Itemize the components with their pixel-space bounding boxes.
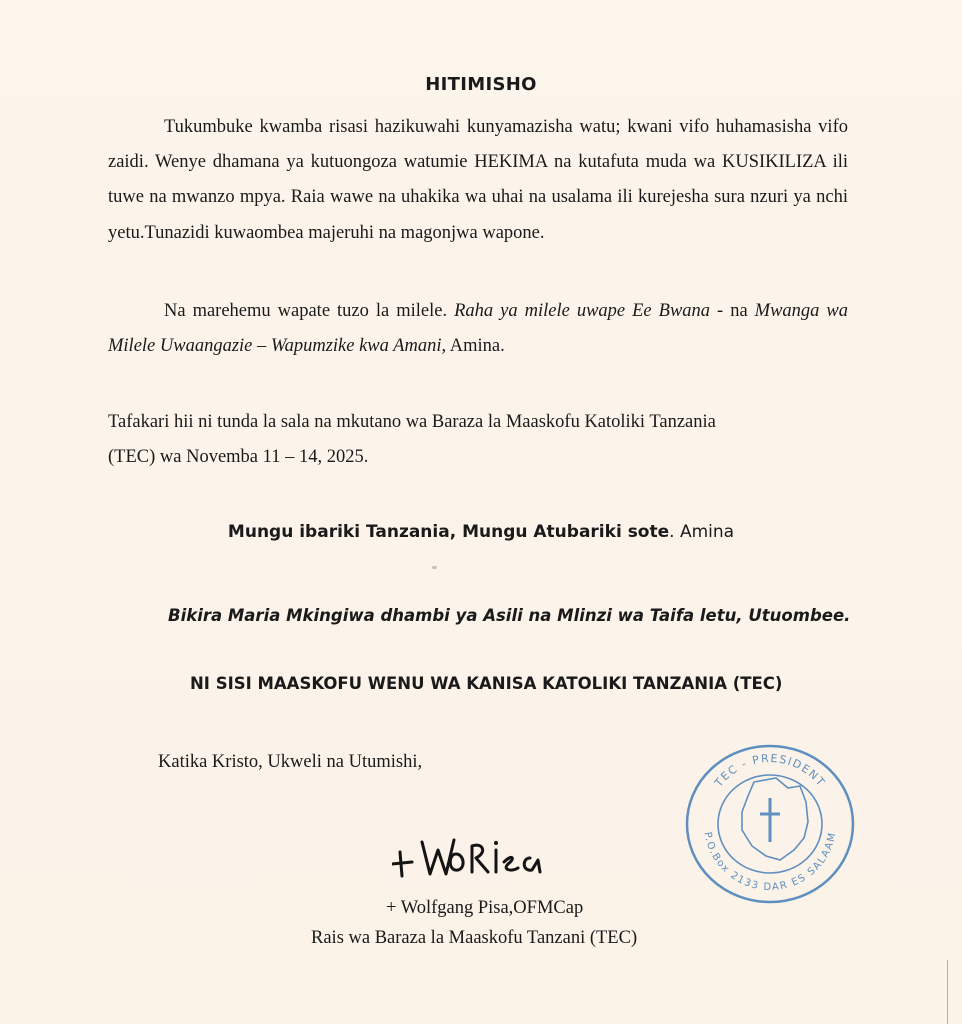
document-heading: HITIMISHO — [425, 74, 537, 95]
blessing-bold: Mungu ibariki Tanzania, Mungu Atubariki sote — [227, 522, 670, 542]
closing-phrase: Katika Kristo, Ukweli na Utumishi, — [158, 752, 423, 772]
bishops-line: NI SISI MAASKOFU WENU WA KANISA KATOLIKI TANZANIA (TEC) — [190, 674, 783, 693]
paper-speck — [432, 566, 437, 569]
blessing-line — [0, 522, 962, 542]
p3-line-2: (TEC) wa Novemba 11 – 14, 2025. — [108, 447, 369, 468]
seal-bottom-text: P.O.Box 2133 DAR ES SALAAM — [701, 830, 839, 894]
p2-end: , Amina. — [441, 336, 505, 357]
paragraph-meeting-note — [108, 405, 848, 475]
p3-line-1: Tafakari hii ni tunda la sala na mkutano wa Baraza la Maaskofu Katoliki Tanzania — [108, 412, 716, 432]
paragraph-conclusion: Tukumbuke kwamba risasi hazikuwahi kunyamazisha watu; kwani vifo huhamasisha vifo zaidi. Wenye dhamana ya kutuongoza watumie HEKIMA na kutafuta muda wa KUSIKILIZA ili tuwe na mwanzo mpya. Raia wawe na uhakika wa uhai na usalama ili kurejesha sura nzuri ya nchi yetu.Tunazidi kuwaombea majeruhi na magonjwa wapone. — [108, 117, 848, 243]
p2-start: Na marehemu wapate tuzo la milele. — [164, 301, 455, 321]
p2-mid: - na — [710, 301, 755, 321]
p2-italic-2: Mwanga wa Milele Uwaangazie – Wapumzike kwa Amani — [108, 301, 848, 357]
tec-president-seal-icon — [684, 742, 856, 906]
p2-italic-1: Raha ya milele uwape Ee Bwana — [454, 301, 711, 321]
marian-prayer: Bikira Maria Mkingiwa dhambi ya Asili na Mlinzi wa Taifa letu, Utuombee. — [168, 606, 851, 625]
handwritten-signature-icon — [392, 832, 592, 892]
signer-name: + Wolfgang Pisa,OFMCap — [386, 898, 584, 918]
page-edge-line — [947, 960, 948, 1024]
paragraph-prayer-for-deceased — [108, 294, 848, 364]
blessing-rest: . Amina — [669, 522, 735, 542]
seal-top-text: TEC - PRESIDENT — [712, 751, 828, 790]
signer-title: Rais wa Baraza la Maaskofu Tanzani (TEC) — [311, 928, 638, 948]
